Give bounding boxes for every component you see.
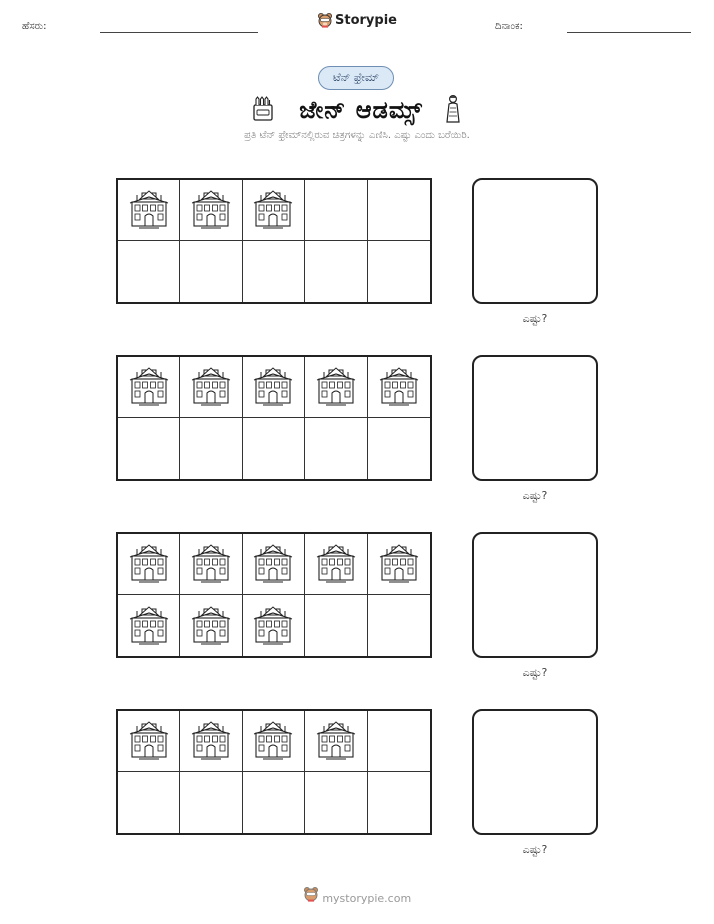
footer-url[interactable]: mystorypie.com [322, 892, 412, 905]
ten-frame-cell [180, 595, 242, 656]
ten-frame-cell [180, 241, 242, 302]
brand-logo [0, 12, 714, 32]
building-icon [129, 606, 169, 646]
ten-frame-cell [305, 711, 367, 772]
ten-frame-cell [118, 595, 180, 656]
name-label: ಹೆಸರು: [22, 21, 47, 32]
ten-frame-cell [243, 595, 305, 656]
storypie-bear-icon [303, 886, 319, 902]
ten-frame-cell [243, 711, 305, 772]
how-many-label: ಎಷ್ಟು? [522, 843, 548, 856]
ten-frame-cell [368, 418, 430, 479]
how-many-label: ಎಷ್ಟು? [522, 312, 548, 325]
ten-frame-cell [368, 595, 430, 656]
ten-frame-cell [305, 241, 367, 302]
ten-frame-cell [180, 772, 242, 833]
ten-frame-cell [305, 418, 367, 479]
building-icon [129, 367, 169, 407]
ten-frame-cell [118, 711, 180, 772]
building-icon [253, 190, 293, 230]
ten-frame-cell [118, 772, 180, 833]
ten-frame-cell [368, 534, 430, 595]
ten-frame-cell [118, 180, 180, 241]
ten-frame-cell [305, 357, 367, 418]
building-icon [316, 544, 356, 584]
date-line[interactable] [567, 32, 691, 33]
how-many-label: ಎಷ್ಟು? [522, 489, 548, 502]
ten-frame-cell [118, 534, 180, 595]
storypie-bear-icon [317, 12, 333, 28]
ten-frame-cell [118, 241, 180, 302]
ten-frame-cell [368, 357, 430, 418]
brand-name: Storypie [335, 12, 397, 28]
how-many-label: ಎಷ್ಟು? [522, 666, 548, 679]
building-icon [191, 721, 231, 761]
ten-frame [116, 532, 432, 658]
worksheet-title [0, 94, 714, 124]
ten-frame-cell [118, 418, 180, 479]
ten-frame [116, 709, 432, 835]
ten-frame-cell [243, 241, 305, 302]
ten-frame-cell [180, 534, 242, 595]
ten-frame-cell [305, 595, 367, 656]
building-icon [379, 544, 419, 584]
worksheet-tag: ಟೆನ್ ಫ್ರೇಮ್ [318, 66, 394, 90]
ten-frame-cell [243, 772, 305, 833]
ten-frame-cell [368, 711, 430, 772]
building-icon [129, 190, 169, 230]
ten-frame-cell [180, 418, 242, 479]
ten-frame-cell [118, 357, 180, 418]
ten-frame-cell [243, 180, 305, 241]
worksheet-instruction: ಪ್ರತಿ ಟೆನ್ ಫ್ರೇಮ್‌ನಲ್ಲಿರುವ ಚಿತ್ರಗಳನ್ನು ಎಣಿಸಿ. ಎಷ್ಟು ಎಂದು ಬರೆಯಿರಿ. [244, 130, 470, 141]
building-icon [316, 721, 356, 761]
building-icon [191, 606, 231, 646]
building-icon [316, 367, 356, 407]
answer-box[interactable] [472, 709, 598, 835]
ten-frame [116, 355, 432, 481]
answer-box[interactable] [472, 355, 598, 481]
crayon-box-icon [250, 96, 276, 122]
ten-frame [116, 178, 432, 304]
building-icon [253, 721, 293, 761]
ten-frame-cell [368, 241, 430, 302]
jane-addams-figure-icon [442, 94, 464, 124]
ten-frame-cell [305, 180, 367, 241]
ten-frame-cell [368, 180, 430, 241]
ten-frame-cell [180, 711, 242, 772]
building-icon [191, 367, 231, 407]
building-icon [191, 544, 231, 584]
answer-box[interactable] [472, 532, 598, 658]
answer-box[interactable] [472, 178, 598, 304]
name-line[interactable] [100, 32, 258, 33]
ten-frame-cell [243, 418, 305, 479]
building-icon [253, 606, 293, 646]
ten-frame-cell [180, 357, 242, 418]
date-label: ದಿನಾಂಕ: [495, 21, 523, 32]
building-icon [379, 367, 419, 407]
worksheet-title-text: ಜೇನ್ ಆಡಮ್ಸ್ [299, 96, 423, 124]
building-icon [191, 190, 231, 230]
building-icon [129, 544, 169, 584]
building-icon [129, 721, 169, 761]
ten-frame-cell [243, 357, 305, 418]
ten-frame-cell [243, 534, 305, 595]
footer [0, 886, 714, 905]
ten-frame-cell [180, 180, 242, 241]
ten-frame-cell [305, 534, 367, 595]
building-icon [253, 544, 293, 584]
building-icon [253, 367, 293, 407]
ten-frame-cell [305, 772, 367, 833]
ten-frame-cell [368, 772, 430, 833]
